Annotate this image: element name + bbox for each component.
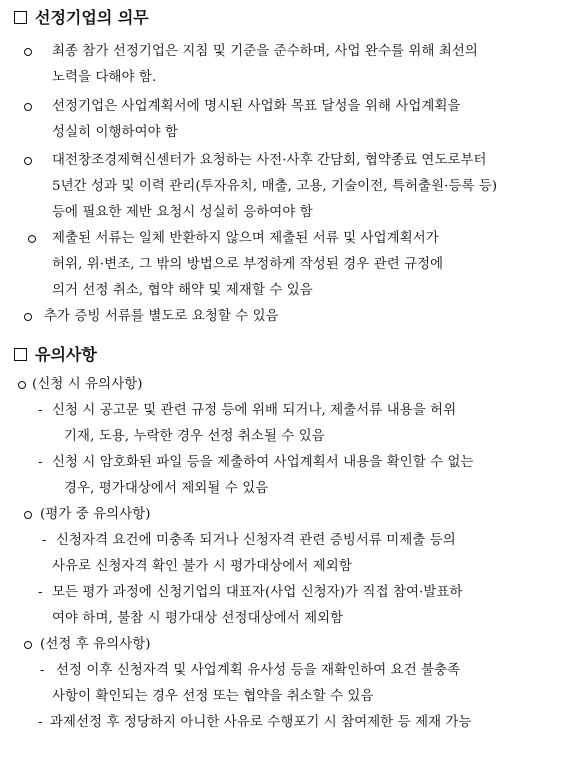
circle-bullet-icon	[24, 641, 32, 649]
notes-group-3-heading: (선정 후 유의사항)	[40, 637, 151, 652]
dash-bullet-icon: -	[38, 585, 43, 600]
notes-group-1-item-2-line-1: 신청 시 암호화된 파일 등을 제출하여 사업계획서 내용을 확인할 수 없는	[52, 455, 474, 470]
dash-bullet-icon: -	[38, 455, 43, 470]
duty-2-line-1: 선정기업은 사업계획서에 명시된 사업화 목표 달성을 위해 사업계획을	[52, 99, 461, 114]
duty-5-line-1: 추가 증빙 서류를 별도로 요청할 수 있음	[44, 309, 279, 324]
dash-bullet-icon: -	[40, 663, 45, 678]
duty-4-line-3: 의거 선정 취소, 협약 해약 및 제재할 수 있음	[52, 283, 313, 298]
notes-group-3-item-1-line-2: 사항이 확인되는 경우 선정 또는 협약을 취소할 수 있음	[52, 689, 374, 704]
dash-bullet-icon: -	[38, 715, 43, 730]
dash-bullet-icon: -	[42, 533, 47, 548]
notes-group-2-item-2-line-2: 여야 하며, 불참 시 평가대상 선정대상에서 제외함	[52, 611, 344, 626]
notes-group-2-heading: (평가 중 유의사항)	[40, 507, 151, 522]
duty-3-line-1: 대전창조경제혁신센터가 요청하는 사전·사후 간담회, 협약종료 연도로부터	[52, 153, 487, 168]
circle-bullet-icon	[18, 381, 26, 389]
duty-3-line-2: 5년간 성과 및 이력 관리(투자유치, 매출, 고용, 기술이전, 특허출원·등록 등)	[52, 179, 498, 194]
circle-bullet-icon	[24, 313, 32, 321]
notes-group-2-item-1-line-2: 사유로 신청자격 확인 불가 시 평가대상에서 제외함	[52, 559, 352, 574]
notes-group-1-item-2-line-2: 경우, 평가대상에서 제외될 수 있음	[64, 481, 269, 496]
dash-bullet-icon: -	[38, 403, 43, 418]
circle-bullet-icon	[24, 157, 32, 165]
checkbox-square-icon	[14, 348, 27, 361]
checkbox-square-icon	[14, 11, 27, 24]
notes-group-3-item-1-line-1: 선정 이후 신청자격 및 사업계획 유사성 등을 재확인하여 요건 불충족	[56, 663, 461, 678]
notes-group-1-heading: (신청 시 유의사항)	[32, 377, 143, 392]
notes-group-2-item-2-line-1: 모든 평가 과정에 신청기업의 대표자(사업 신청자)가 직접 참여·발표하	[52, 585, 463, 600]
notes-group-1-item-1-line-2: 기재, 도용, 누락한 경우 선정 취소될 수 있음	[64, 429, 325, 444]
section-title-text: 유의사항	[35, 345, 97, 364]
section-title-duties	[14, 8, 149, 28]
circle-bullet-icon	[24, 103, 32, 111]
duty-4-line-2: 허위, 위·변조, 그 밖의 방법으로 부정하게 작성된 경우 관련 규정에	[52, 257, 444, 272]
circle-bullet-icon	[28, 235, 36, 243]
duty-1-line-2: 노력을 다해야 함.	[52, 70, 157, 85]
duty-3-line-3: 등에 필요한 제반 요청시 성실히 응하여야 함	[52, 205, 313, 220]
duty-2-line-2: 성실히 이행하여야 함	[52, 125, 179, 140]
duty-4-line-1: 제출된 서류는 일체 반환하지 않으며 제출된 서류 및 사업계획서가	[52, 231, 439, 246]
notes-group-2-item-1-line-1: 신청자격 요건에 미충족 되거나 신청자격 관련 증빙서류 미제출 등의	[56, 533, 456, 548]
section-title-text: 선정기업의 의무	[35, 8, 149, 27]
circle-bullet-icon	[24, 511, 32, 519]
notes-group-1-item-1-line-1: 신청 시 공고문 및 관련 규정 등에 위배 되거나, 제출서류 내용을 허위	[52, 403, 457, 418]
notes-group-3-item-2-line-1: 과제선정 후 정당하지 아니한 사유로 수행포기 시 참여제한 등 제재 가능	[50, 715, 472, 730]
circle-bullet-icon	[24, 48, 32, 56]
duty-1-line-1: 최종 참가 선정기업은 지침 및 기준을 준수하며, 사업 완수를 위해 최선의	[52, 44, 478, 59]
section-title-notes	[14, 345, 97, 365]
